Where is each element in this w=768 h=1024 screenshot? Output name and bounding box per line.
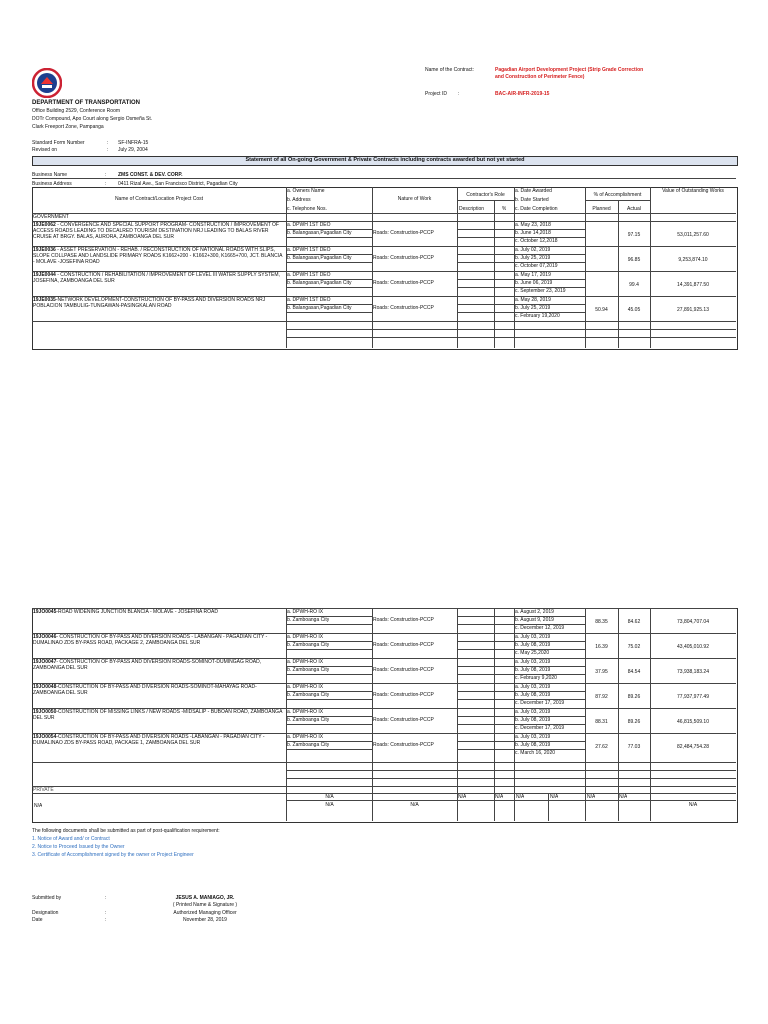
contract-text: - CONSTRUCTION OF BY-PASS AND DIVERSION ROADS-SOMINOT-DUMINGAG ROAD, ZAMBOANGA DEL SUR <box>33 659 262 671</box>
actual-percent: 77.03 <box>627 744 641 750</box>
signer-title: Authorized Managing Officer <box>173 910 237 916</box>
row-subdivider <box>286 699 372 700</box>
contract-text: - ASSET PRESERVATION - REHAB. / RECONSTRUCTION OF NATIONAL ROADS WITH SLIPS, SLOPE COLLPASE AND LANDSLIDE PRIMARY ROADS K1662+200 - K1662+300, K1665+700, JCT. BLANCIA - MOLAVE -JOSEFINA ROAD <box>33 247 283 265</box>
contract-description <box>33 684 285 707</box>
owner-address: b. Zamboanga City <box>287 642 330 648</box>
row-subdivider <box>286 724 372 725</box>
nature-of-work: Roads: Construction-PCCP <box>373 742 434 748</box>
col-date-b: b. Date Started <box>515 197 549 203</box>
owner-name: a. DPWH-RO IX <box>287 734 324 740</box>
actual-percent: 75.02 <box>627 644 641 650</box>
nature-of-work: Roads: Construction-PCCP <box>373 305 434 311</box>
contract-description <box>33 734 285 761</box>
contract-value-1: Pagadian Airport Development Project (Strip Grade Correction <box>495 67 644 73</box>
date-completion: c. March 16, 2020 <box>515 750 556 756</box>
revised-label: Revised on <box>32 147 58 153</box>
outstanding-value: 9,253,874.10 <box>678 257 708 263</box>
owner-address: b. Zamboanga City <box>287 667 330 673</box>
planned-percent: 37.95 <box>595 669 608 675</box>
date-colon: : <box>105 917 107 923</box>
outstanding-value: 53,011,257.60 <box>677 232 709 238</box>
date-completion: c. December 12, 2019 <box>515 625 565 631</box>
owner-address: b. Zamboanga City <box>287 617 330 623</box>
contract-description <box>33 272 285 295</box>
contract-description <box>33 247 285 270</box>
owner-name: a. DPWH 1ST DEO <box>287 222 331 228</box>
nature-of-work: Roads: Construction-PCCP <box>373 617 434 623</box>
col-planned: Planned <box>592 206 611 212</box>
signer-name: JESUS A. MANIAGO, JR. <box>175 895 235 901</box>
owner-name: a. DPWH 1ST DEO <box>287 272 331 278</box>
row-subdivider <box>286 649 372 650</box>
owner-address: b. Zamboanga City <box>287 717 330 723</box>
date-awarded: a. July 02, 2019 <box>515 247 551 253</box>
date-completion: c. May 25,2020 <box>515 650 550 656</box>
col-date-a: a. Date Awarded <box>515 188 552 194</box>
date-started: b. June 14,2018 <box>515 230 551 236</box>
owner-name: a. DPWH 1ST DEO <box>287 297 331 303</box>
nature-of-work: Roads: Construction-PCCP <box>373 642 434 648</box>
nature-of-work: Roads: Construction-PCCP <box>373 717 434 723</box>
business-name-label: Business Name <box>32 172 68 178</box>
date-started: b. June 06, 2019 <box>515 280 553 286</box>
address-line-1: Office Building 2529, Conference Room <box>32 108 121 114</box>
row-subdivider <box>286 329 736 330</box>
outstanding-value: 77,937,977.49 <box>677 694 709 700</box>
actual-percent: 97.15 <box>627 232 641 238</box>
row-subdivider <box>286 337 736 338</box>
submitted-colon: : <box>105 895 107 901</box>
contract-text: -NETWORK DEVELOPMENT-CONSTRUCTION OF BY-PASS AND DIVERSION ROADS NRJ POBLACION TAMBULIG-TUNGAWAN-PASINGKALAN ROAD <box>33 297 266 309</box>
contract-label: Name of the Contract: <box>425 67 474 73</box>
nature-of-work: Roads: Construction-PCCP <box>373 280 434 286</box>
col-owner-c: c. Telephone Nos. <box>287 206 327 212</box>
row-divider <box>32 321 736 322</box>
row-subdivider <box>286 237 372 238</box>
outstanding-value: 27,891,925.13 <box>677 307 709 313</box>
private-pct: N/A <box>495 794 504 800</box>
private-contract: N/A <box>34 803 43 809</box>
nature-of-work: Roads: Construction-PCCP <box>373 230 434 236</box>
contract-text: - CONVERGENCE AND SPECIAL SUPPORT PROGRAM- CONSTRUCTION / IMPROVEMENT OF ACCESS ROADS LEADING TO DECALRED TOURISM DESTINATION NRJ LEADING TO BALAS RIVER CRUISE AT BRGY. BALAS, AURORA, ZAMBOANGA DEL SUR <box>33 222 279 240</box>
dotr-seal-logo <box>32 68 62 98</box>
owner-name: a. DPWH-RO IX <box>287 684 324 690</box>
row-subdivider <box>286 262 372 263</box>
date-awarded: a. May 28, 2019 <box>515 297 551 303</box>
owner-address: b. Zamboanga City <box>287 742 330 748</box>
contract-code: 19JO0054 <box>33 734 57 740</box>
date-started: b. July 08, 2019 <box>515 742 551 748</box>
private-owner-b: N/A <box>325 802 334 808</box>
date-started: b. August 9, 2019 <box>515 617 554 623</box>
project-id-label: Project ID <box>425 91 447 97</box>
owner-address: b. Balangasan,Pagadian City <box>287 255 352 261</box>
business-address-label: Business Address <box>32 181 72 187</box>
owner-name: a. DPWH 1ST DEO <box>287 247 331 253</box>
planned-percent: 50.94 <box>595 307 608 313</box>
actual-percent: 89.26 <box>627 719 641 725</box>
statement-title: Statement of all On-going Government & Private Contracts including contracts awarded but not yet started <box>32 156 738 166</box>
signer-note: ( Printed Name & Signature ) <box>172 902 238 908</box>
designation-colon: : <box>105 910 107 916</box>
owner-name: a. DPWH-RO IX <box>287 634 324 640</box>
designation-label: Designation <box>32 910 59 916</box>
planned-percent: 87.92 <box>595 694 608 700</box>
contract-code: 19JO0046 <box>33 634 57 640</box>
address-line-2: DOTr Compound, Apo Court along Sergio Osmeña St. <box>32 116 153 122</box>
section-private: PRIVATE <box>33 787 54 793</box>
contract-description <box>33 659 285 682</box>
contract-text: - CONSTRUCTION / REHABILITATION / IMPROVEMENT OF LEVEL III WATER SUPPLY SYSTEM, JOSEFINA, ZAMBOANGA DEL SUR <box>33 272 280 284</box>
nature-of-work: Roads: Construction-PCCP <box>373 255 434 261</box>
planned-percent: 27.62 <box>595 744 608 750</box>
col-accomp: % of Accomplishment <box>593 192 642 198</box>
business-address-value: 0411 Rizal Ave., San Francisco District, Pagadian City <box>118 181 238 187</box>
private-actual: N/A <box>619 794 628 800</box>
col-role: Contractor's Role <box>466 192 505 198</box>
business-name-colon: : <box>105 172 107 178</box>
private-planned: N/A <box>587 794 596 800</box>
address-line-3: Clark Freeport Zone, Pampanga <box>32 124 104 130</box>
col-nature: Nature of Work <box>397 196 432 202</box>
actual-percent: 89.26 <box>627 694 641 700</box>
date-completion: c. December 17, 2019 <box>515 725 565 731</box>
date-awarded: a. May 23, 2018 <box>515 222 551 228</box>
date-started: b. July 08, 2019 <box>515 692 551 698</box>
col-contract-header: Name of Contract/Location Project Cost <box>114 196 204 202</box>
col-value: Value of Outstanding Works <box>662 188 724 194</box>
outstanding-value: 73,804,707.04 <box>677 619 709 625</box>
contract-text: -CONSTRUCTION OF MISSING LINKS / NEW ROADS -MIDSALIP - BUBOAN ROAD, ZAMBOANGA DEL SUR <box>33 709 283 721</box>
row-subdivider <box>286 674 372 675</box>
department-name: DEPARTMENT OF TRANSPORTATION <box>32 100 140 106</box>
outstanding-value: 14,391,877.50 <box>677 282 709 288</box>
contract-code: 19JO0048 <box>33 684 57 690</box>
date-started: b. July 25, 2019 <box>515 305 551 311</box>
private-nature: N/A <box>410 802 419 808</box>
date-awarded: a. July 03, 2019 <box>515 684 551 690</box>
col-actual: Actual <box>627 206 641 212</box>
sfn-label: Standard Form Number <box>32 140 85 146</box>
date-completion: c. October 07,2019 <box>515 263 558 269</box>
private-date-a: N/A <box>516 794 525 800</box>
contract-code: 19JO0045 <box>33 609 57 615</box>
project-id-colon: : <box>458 91 460 97</box>
date-awarded: a. July 03, 2019 <box>515 659 551 665</box>
date-awarded: a. May 17, 2019 <box>515 272 551 278</box>
contract-text: - CONSTRUCTION OF BY-PASS AND DIVERSION ROADS - LABANGAN - PAGADIAN CITY - DUMALINAO ZDS BY-PASS ROAD, PACKAGE 2, ZAMBOANGA DEL SUR <box>33 634 268 646</box>
col-role-desc: Description <box>459 206 485 212</box>
actual-percent: 84.54 <box>627 669 641 675</box>
row-subdivider <box>286 287 372 288</box>
nature-of-work: Roads: Construction-PCCP <box>373 692 434 698</box>
actual-percent: 45.05 <box>627 307 641 313</box>
owner-address: b. Balangasan,Pagadian City <box>287 230 352 236</box>
contract-description <box>33 634 285 657</box>
contract-code: 19JE0035 <box>33 297 56 303</box>
private-value: N/A <box>688 802 698 808</box>
outstanding-value: 43,405,010.92 <box>677 644 709 650</box>
col-owner-b: b. Address <box>287 197 311 203</box>
date-started: b. July 25, 2019 <box>515 255 551 261</box>
date-completion: c. December 17, 2019 <box>515 700 565 706</box>
owner-name: a. DPWH-RO IX <box>287 659 324 665</box>
outstanding-value: 46,815,509.10 <box>677 719 709 725</box>
date-started: b. July 08, 2019 <box>515 717 551 723</box>
owner-address: b. Balangasan,Pagadian City <box>287 280 352 286</box>
requirement-1: 1. Notice of Award and/ or Contract <box>32 836 110 842</box>
owner-address: b. Balangasan,Pagadian City <box>287 305 352 311</box>
date-started: b. July 08, 2019 <box>515 667 551 673</box>
owner-name: a. DPWH-RO IX <box>287 609 324 615</box>
date-awarded: a. August 2, 2019 <box>515 609 554 615</box>
date-started: b. July 08, 2019 <box>515 642 551 648</box>
col-role-pct: % <box>502 206 507 212</box>
date-awarded: a. July 03, 2019 <box>515 734 551 740</box>
planned-percent: 16.39 <box>595 644 608 650</box>
actual-percent: 96.85 <box>627 257 641 263</box>
contract-description <box>33 297 285 320</box>
revised-colon: : <box>107 147 109 153</box>
date-awarded: a. July 03, 2019 <box>515 634 551 640</box>
contract-description <box>33 222 285 245</box>
col-owner-a: a. Owners Name <box>287 188 325 194</box>
contract-text: -CONSTRUCTION OF BY-PASS AND DIVERSION ROADS-SOMINOT-MAHAYAG ROAD-ZAMBOANGA DEL SUR <box>33 684 257 696</box>
project-id-value: BAC-AIR-INFR-2019-15 <box>495 91 550 97</box>
outstanding-value: 73,938,183.24 <box>677 669 709 675</box>
actual-percent: 84.62 <box>627 619 641 625</box>
contract-description <box>33 609 285 632</box>
row-divider <box>32 762 736 763</box>
date-completion: c. February 19,2020 <box>515 313 560 319</box>
submitted-label: Submitted by <box>32 895 62 901</box>
sfn-value: SF-INFRA-15 <box>118 140 149 146</box>
private-owner-a: N/A <box>325 794 334 800</box>
private-date-b: N/A <box>550 794 559 800</box>
contract-code: 19JE0062 <box>33 222 56 228</box>
date-awarded: a. July 03, 2019 <box>515 709 551 715</box>
requirement-2: 2. Notice to Proceed Issued by the Owner <box>32 844 125 850</box>
date-label: Date <box>32 917 43 923</box>
col-date-c: c. Date Completion <box>515 206 558 212</box>
contract-code: 19JO0050 <box>33 709 57 715</box>
contract-text: -ROAD WIDENING JUNCTION BLANCIA - MOLAVE - JOSEFINA ROAD <box>56 609 218 615</box>
date-completion: c. October 12,2018 <box>515 238 558 244</box>
planned-percent: 88.31 <box>595 719 608 725</box>
planned-percent: 88.35 <box>595 619 608 625</box>
revised-value: July 29, 2004 <box>118 147 148 153</box>
owner-name: a. DPWH-RO IX <box>287 709 324 715</box>
row-subdivider <box>286 312 372 313</box>
contract-code: 19JE0036 <box>33 247 56 253</box>
contract-description <box>33 709 285 732</box>
signer-date: November 28, 2019 <box>183 917 227 923</box>
contract-code: 19JE0044 <box>33 272 56 278</box>
business-address-colon: : <box>105 181 107 187</box>
business-name-value: ZMS CONST. & DEV. CORP. <box>118 172 183 178</box>
nature-of-work: Roads: Construction-PCCP <box>373 667 434 673</box>
contract-code: 19JO0047 <box>33 659 57 665</box>
sfn-colon: : <box>107 140 109 146</box>
date-completion: c. February 9,2020 <box>515 675 557 681</box>
private-desc: N/A <box>458 794 467 800</box>
row-subdivider <box>286 749 372 750</box>
actual-percent: 99.4 <box>629 282 639 288</box>
section-government: GOVERNMENT <box>33 214 69 220</box>
contract-value-2: and Construction of Perimeter Fence) <box>495 74 585 80</box>
requirements-intro: The following documents shall be submitted as part of post-qualification requirement: <box>32 828 220 834</box>
outstanding-value: 82,484,754.28 <box>677 744 709 750</box>
requirement-3: 3. Certificate of Accomplishment signed by the owner or Project Engineer <box>32 852 194 858</box>
row-subdivider <box>286 624 372 625</box>
owner-address: b. Zamboanga City <box>287 692 330 698</box>
contract-text: -CONSTRUCTION OF BY-PASS AND DIVERSION ROADS -LABANGAN - PAGADIAN CITY - DUMALINAO ZDS BY-PASS ROAD, PACKAGE 1, ZAMBOANGA DEL SUR <box>33 734 265 746</box>
date-completion: c. September 23, 2019 <box>515 288 566 294</box>
